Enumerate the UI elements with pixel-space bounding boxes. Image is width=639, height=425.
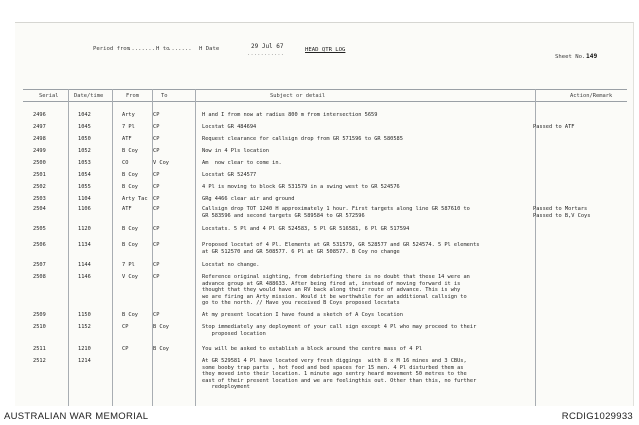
time-cell: 1144 — [78, 262, 91, 268]
col-from: From — [126, 93, 139, 99]
serial-cell: 2497 — [33, 124, 46, 130]
subject-cell: GRg 4466 clear air and ground — [202, 196, 295, 202]
serial-cell: 2510 — [33, 324, 46, 330]
from-cell: CP — [122, 346, 129, 352]
serial-cell: 2505 — [33, 226, 46, 232]
from-cell: B Coy — [122, 184, 138, 190]
subject-cell: Am now clear to come in. — [202, 160, 282, 166]
time-cell: 1050 — [78, 136, 91, 142]
sheet-no-value: 149 — [586, 53, 598, 60]
to-cell: CP — [153, 148, 160, 154]
serial-cell: 2507 — [33, 262, 46, 268]
from-cell: CP — [122, 324, 129, 330]
subject-cell: Proposed locstat of 4 Pl. Elements at GR 531579, GR 528577 and GR 524574. 5 Pl elements at GR 512570 and GR 508577. 6 Pl at GR 508577. B Coy no change — [202, 242, 480, 255]
col-divider — [68, 89, 69, 406]
subject-cell: You will be asked to establish a block around the centre mass of 4 Pl — [202, 346, 423, 352]
to-cell: CP — [153, 124, 160, 130]
from-cell: B Coy — [122, 226, 138, 232]
serial-cell: 2501 — [33, 172, 46, 178]
log-sheet — [15, 22, 634, 406]
to-cell: CP — [153, 136, 160, 142]
time-cell: 1152 — [78, 324, 91, 330]
subject-cell: At GR 529581 4 Pl have located very fresh diggings with 8 x M 16 mines and 3 CBUs, some booby trap parts , hot food and bed spaces for 15 men. 4 Pl disturbed them as they moved into their location. 1 minute ago sentry heard movement 50 metres to the east of their present location and we are feelingthis out. Other than this, no further redeployment — [202, 358, 477, 391]
time-cell: 1210 — [78, 346, 91, 352]
subject-cell: 4 Pl is moving to block GR 531579 in a swing west to GR 524576 — [202, 184, 400, 190]
time-cell: 1134 — [78, 242, 91, 248]
to-cell: CP — [153, 184, 160, 190]
log-date: 29 Jul 67 — [251, 43, 284, 50]
col-datetime: Date/time — [74, 93, 104, 99]
to-cell: CP — [153, 312, 160, 318]
to-cell: V Coy — [153, 160, 169, 166]
from-cell: B Coy — [122, 242, 138, 248]
col-divider — [112, 89, 113, 406]
from-cell: B Coy — [122, 312, 138, 318]
h-to-label: H to — [156, 46, 170, 52]
to-cell: CP — [153, 172, 160, 178]
time-cell: 1146 — [78, 274, 91, 280]
time-cell: 1106 — [78, 206, 91, 212]
footer-right: RCDIG1029933 — [561, 411, 633, 422]
subject-cell: Stop immediately any deployment of your call sign except 4 Pl who may proceed to their proposed location — [202, 324, 477, 337]
subject-cell: Locstat GR 484694 — [202, 124, 257, 130]
subject-cell: H and I from now at radius 800 m from intersection 5659 — [202, 112, 378, 118]
header-bottom-rule — [23, 101, 627, 102]
serial-cell: 2504 — [33, 206, 46, 212]
serial-cell: 2502 — [33, 184, 46, 190]
action-cell: Passed to ATF — [533, 124, 575, 130]
col-divider — [195, 89, 196, 406]
subject-cell: Locstat GR 524577 — [202, 172, 257, 178]
serial-cell: 2512 — [33, 358, 46, 364]
time-cell: 1150 — [78, 312, 91, 318]
serial-cell: 2508 — [33, 274, 46, 280]
serial-cell: 2509 — [33, 312, 46, 318]
serial-cell: 2503 — [33, 196, 46, 202]
serial-cell: 2506 — [33, 242, 46, 248]
to-cell: CP — [153, 196, 160, 202]
serial-cell: 2511 — [33, 346, 46, 352]
from-cell: CO — [122, 160, 129, 166]
subject-cell: Callsign drop TOT 1240 H approximately 1 hour. First targets along line GR 587610 to GR 583596 and second targets GR 589584 to GR 572596 — [202, 206, 470, 219]
subject-cell: Locstat no change. — [202, 262, 260, 268]
col-serial: Serial — [39, 93, 59, 99]
date-underline: ........... — [247, 51, 285, 57]
col-action: Action/Remark — [570, 93, 613, 99]
h-to-blank: ....... — [168, 46, 192, 52]
time-cell: 1054 — [78, 172, 91, 178]
serial-cell: 2499 — [33, 148, 46, 154]
serial-cell: 2496 — [33, 112, 46, 118]
period-from-blank: ........ — [128, 46, 155, 52]
to-cell: CP — [153, 226, 160, 232]
time-cell: 1045 — [78, 124, 91, 130]
from-cell: V Coy — [122, 274, 138, 280]
from-cell: 7 Pl — [122, 124, 135, 130]
serial-cell: 2498 — [33, 136, 46, 142]
time-cell: 1053 — [78, 160, 91, 166]
from-cell: B Coy — [122, 172, 138, 178]
time-cell: 1214 — [78, 358, 91, 364]
action-cell: Passed to Mortars Passed to B,V Coys — [533, 206, 591, 219]
from-cell: Arty — [122, 112, 135, 118]
to-cell: CP — [153, 262, 160, 268]
time-cell: 1055 — [78, 184, 91, 190]
subject-cell: Request clearance for callsign drop from GR 571596 to GR 580585 — [202, 136, 403, 142]
period-from-label: Period from — [93, 46, 131, 52]
header-top-rule — [23, 89, 627, 90]
from-cell: ATF — [122, 206, 132, 212]
sheet-no-label: Sheet No. — [555, 54, 586, 60]
col-subject: Subject or detail — [270, 93, 326, 99]
to-cell: B Coy — [153, 346, 169, 352]
col-divider — [535, 89, 536, 406]
time-cell: 1042 — [78, 112, 91, 118]
subject-cell: Now in 4 Pls location — [202, 148, 269, 154]
h-date-label: H Date — [199, 46, 220, 52]
to-cell: B Coy — [153, 324, 169, 330]
subject-cell: At my present location I have found a sketch of A Coys location — [202, 312, 403, 318]
to-cell: CP — [153, 274, 160, 280]
footer-left: AUSTRALIAN WAR MEMORIAL — [4, 411, 149, 422]
from-cell: ATF — [122, 136, 132, 142]
log-title: HEAD QTR LOG — [305, 47, 346, 53]
from-cell: 7 Pl — [122, 262, 135, 268]
time-cell: 1052 — [78, 148, 91, 154]
from-cell: B Coy — [122, 148, 138, 154]
serial-cell: 2500 — [33, 160, 46, 166]
to-cell: CP — [153, 112, 160, 118]
to-cell: CP — [153, 242, 160, 248]
subject-cell: Locstats. 5 Pl and 4 Pl GR 524583, 5 Pl GR 516581, 6 Pl GR 517594 — [202, 226, 410, 232]
subject-cell: Reference original sighting, from debriefing there is no doubt that these 14 were an advance group at GR 488633. After being fired at, instead of moving forward it is thought that they would have an RV back along their route of advance. This is why we are firing an Arty mission. Would it be worthwhile for an additional callsign to go to the north. // Have you received B Coys proposed locstats — [202, 274, 470, 307]
time-cell: 1104 — [78, 196, 91, 202]
to-cell: CP — [153, 206, 160, 212]
time-cell: 1120 — [78, 226, 91, 232]
from-cell: Arty Tac — [122, 196, 148, 202]
col-to: To — [161, 93, 168, 99]
